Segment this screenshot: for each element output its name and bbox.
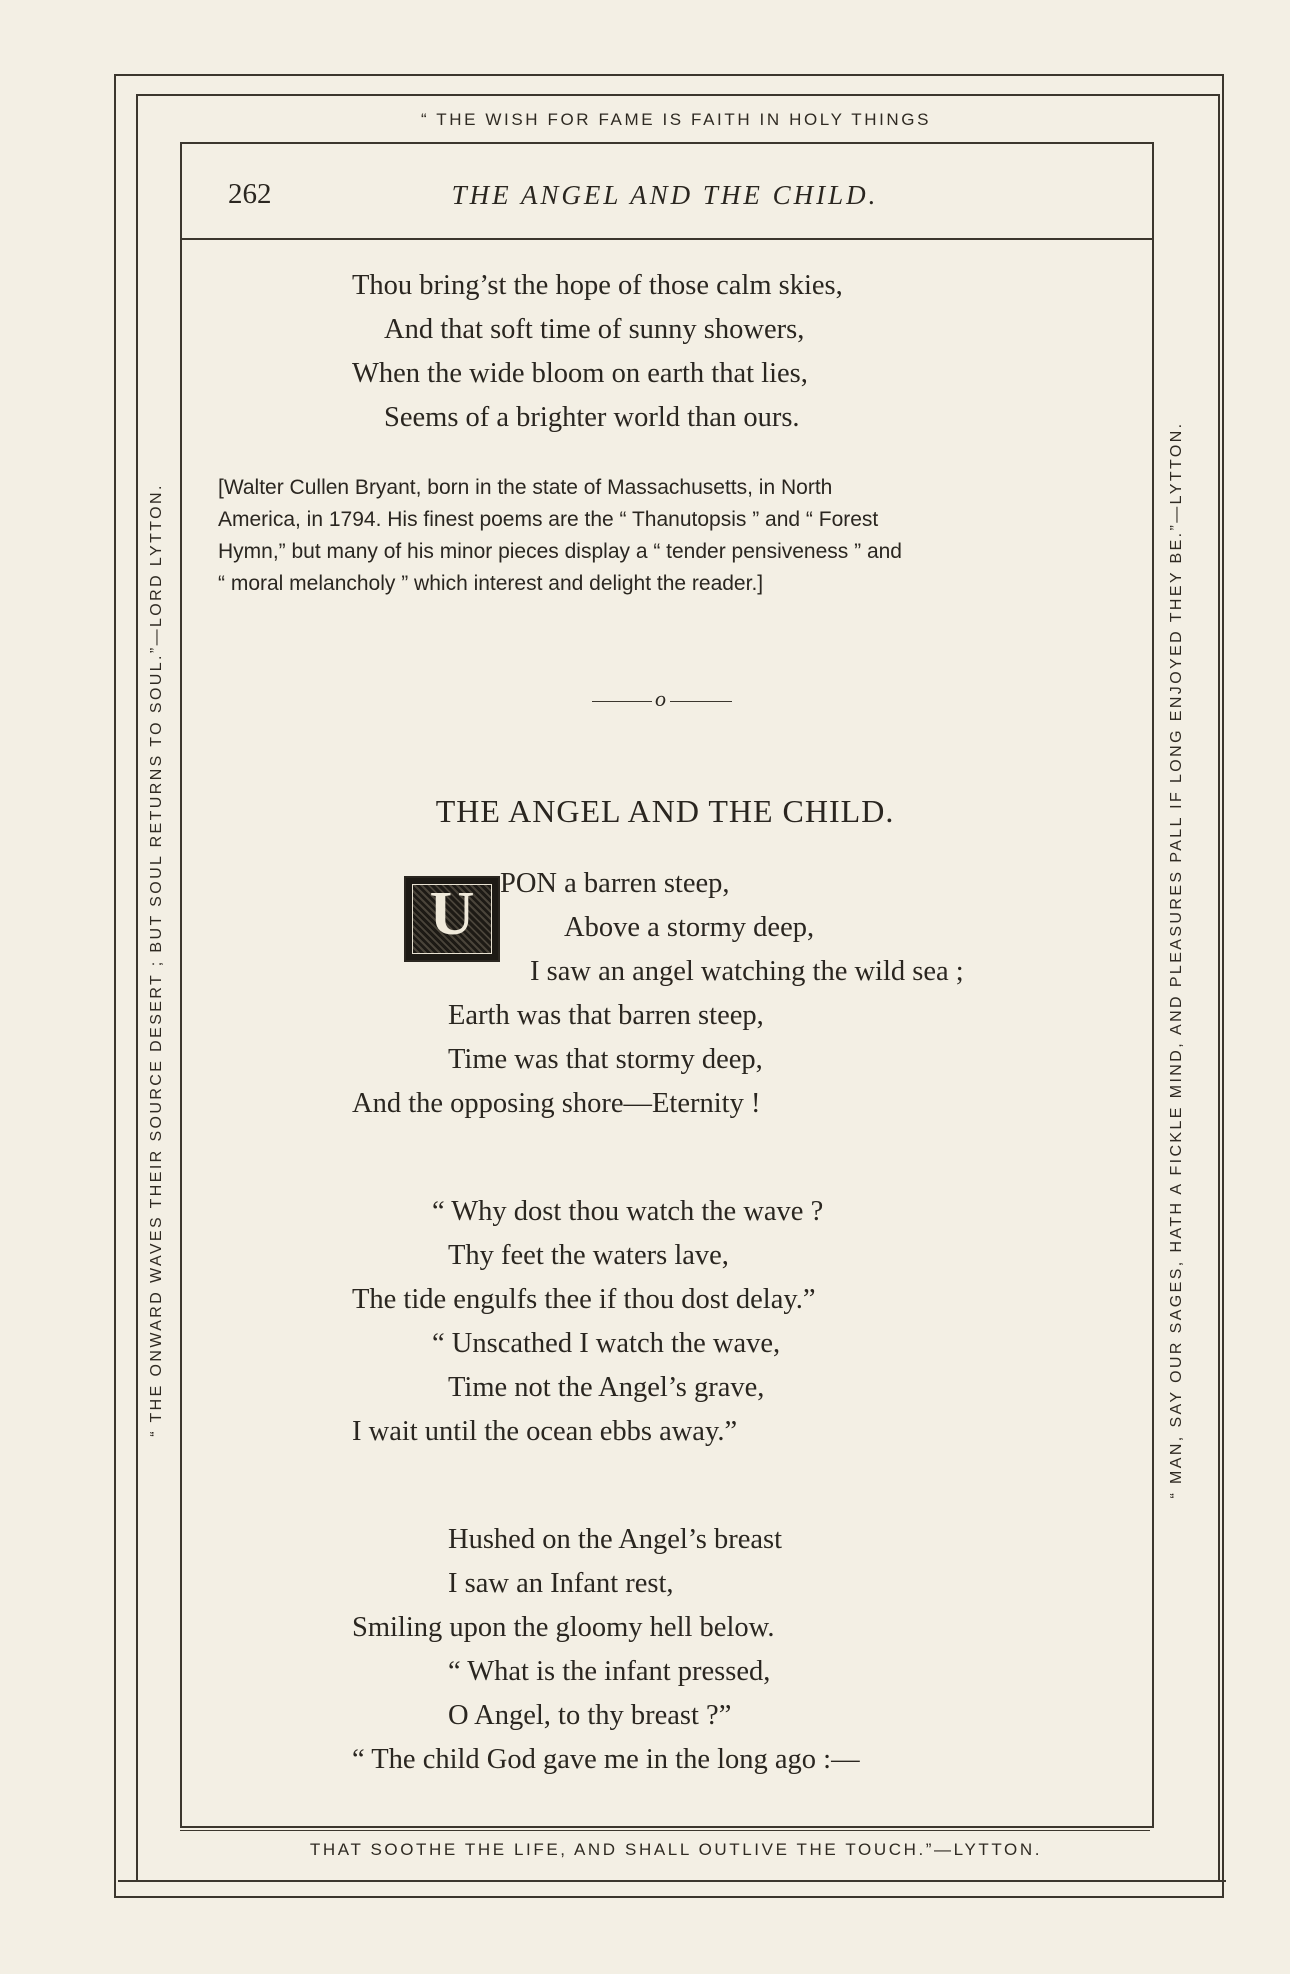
- verse-line: And that soft time of sunny showers,: [384, 314, 805, 345]
- border-quote-left: “ THE ONWARD WAVES THEIR SOURCE DESERT ; BUT SOUL RETURNS TO SOUL.”—LORD LYTTON.: [148, 483, 165, 1437]
- border-quote-right: “ MAN, SAY OUR SAGES, HATH A FICKLE MIND, AND PLEASURES PALL IF LONG ENJOYED THEY BE.”—LYTTON.: [1168, 421, 1185, 1499]
- page-text-frame-double-rule: [180, 1830, 1150, 1831]
- page-number: 262: [228, 178, 272, 210]
- verse-line: “ Why dost thou watch the wave ?: [432, 1196, 824, 1227]
- verse-line: The tide engulfs thee if thou dost delay.”: [352, 1284, 816, 1315]
- note-line: [Walter Cullen Bryant, born in the state of Massachusetts, in North: [218, 476, 833, 499]
- verse-line: Thy feet the waters lave,: [448, 1240, 729, 1271]
- poem-title: THE ANGEL AND THE CHILD.: [435, 793, 895, 829]
- verse-line: I saw an angel watching the wild sea ;: [530, 956, 964, 987]
- note-line: America, in 1794. His finest poems are the “ Thanutopsis ” and “ Forest: [218, 508, 879, 531]
- dropcap-illuminated: [404, 876, 500, 962]
- border-quote-top: “ THE WISH FOR FAME IS FAITH IN HOLY THINGS: [420, 110, 932, 129]
- verse-line: “ The child God gave me in the long ago :—: [352, 1744, 860, 1775]
- verse-line: When the wide bloom on earth that lies,: [352, 358, 808, 389]
- header-rule: [180, 238, 1152, 240]
- verse-line: Above a stormy deep,: [564, 912, 815, 943]
- dropcap-letter: U: [429, 880, 475, 948]
- verse-line: Time was that stormy deep,: [448, 1044, 763, 1075]
- note-line: Hymn,” but many of his minor pieces display a “ tender pensiveness ” and: [218, 540, 902, 563]
- verse-line: Thou bring’st the hope of those calm skies,: [352, 270, 843, 301]
- verse-line: “ Unscathed I watch the wave,: [432, 1328, 781, 1359]
- ornament-rule-left: [592, 701, 652, 702]
- ornament-mark: o: [655, 686, 666, 711]
- ornament-rule-right: [670, 701, 732, 702]
- note-line: “ moral melancholy ” which interest and delight the reader.]: [218, 572, 764, 595]
- verse-line: Hushed on the Angel’s breast: [448, 1524, 783, 1555]
- verse-line: Seems of a brighter world than ours.: [384, 402, 800, 433]
- running-title: THE ANGEL AND THE CHILD.: [451, 180, 879, 210]
- verse-line: And the opposing shore—Eternity !: [352, 1088, 761, 1119]
- verse-line: “ What is the infant pressed,: [448, 1656, 771, 1687]
- verse-line: PON a barren steep,: [500, 868, 730, 899]
- verse-line: Time not the Angel’s grave,: [448, 1372, 765, 1403]
- border-quote-bottom: THAT SOOTHE THE LIFE, AND SHALL OUTLIVE THE TOUCH.”—LYTTON.: [309, 1840, 1043, 1859]
- verse-line: Smiling upon the gloomy hell below.: [352, 1612, 775, 1643]
- verse-line: I saw an Infant rest,: [448, 1568, 674, 1599]
- verse-line: I wait until the ocean ebbs away.”: [352, 1416, 738, 1447]
- verse-line: O Angel, to thy breast ?”: [448, 1700, 732, 1731]
- verse-line: Earth was that barren steep,: [448, 1000, 764, 1031]
